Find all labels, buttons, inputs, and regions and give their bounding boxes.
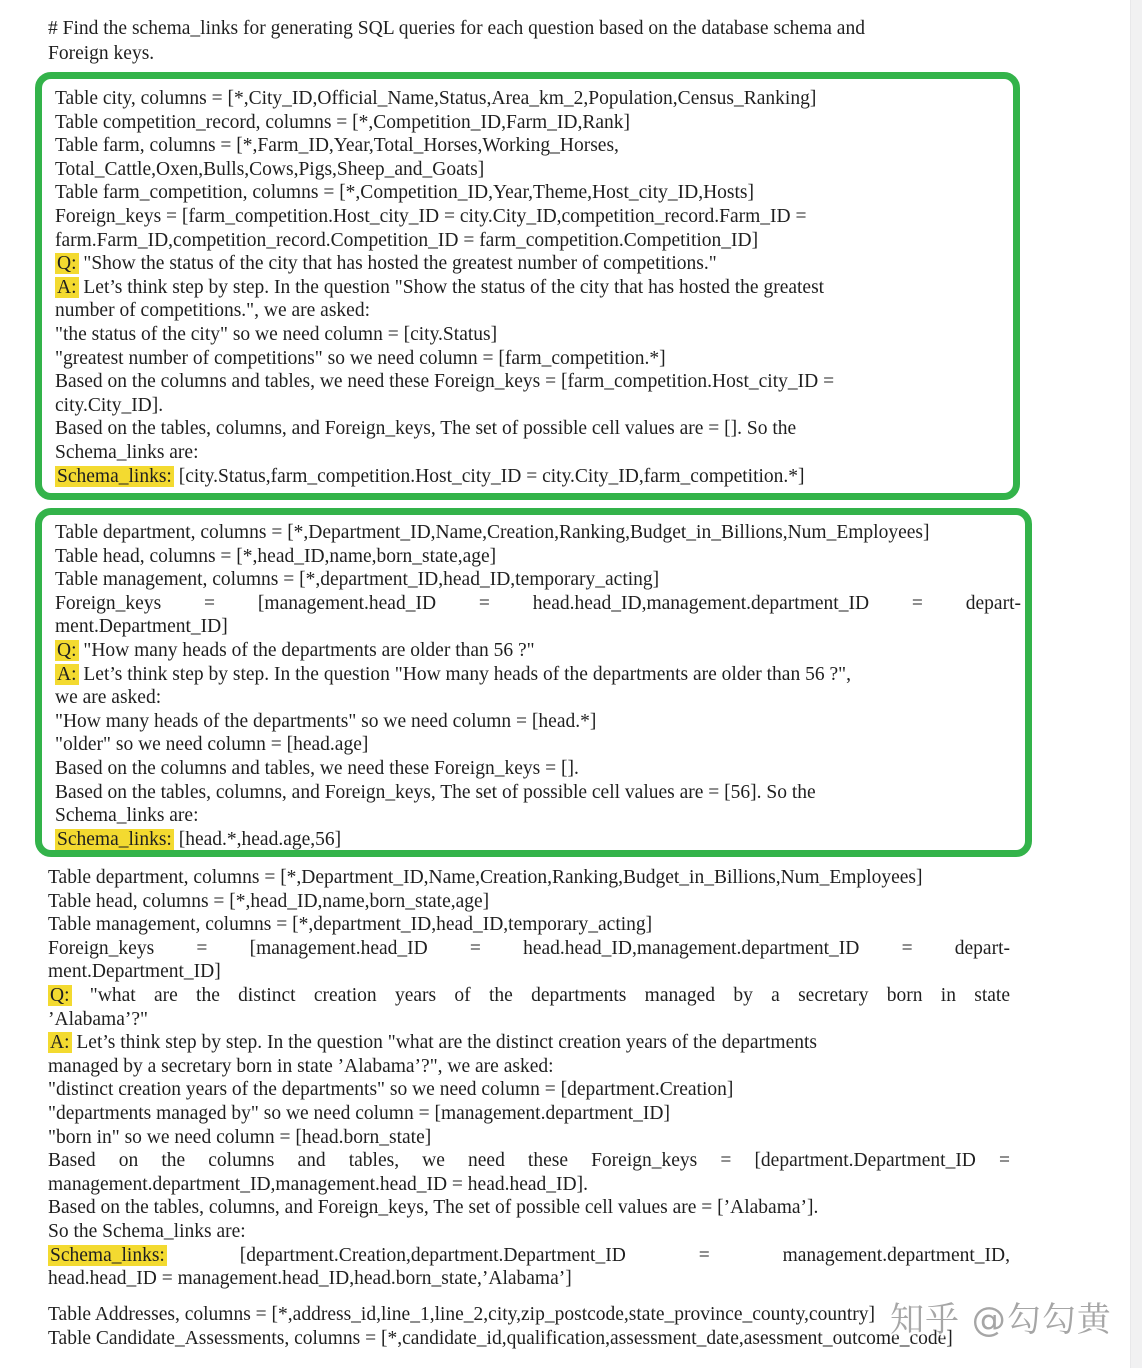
text-line <box>55 370 1009 394</box>
highlight-label: Schema_links: <box>57 465 172 487</box>
text-segment: Table department, columns = [*,Department_ID,Name,Creation,Ranking,Budget_in_Billions,Num_Employees] <box>48 867 923 888</box>
text-line <box>55 417 1009 441</box>
text-segment: Let’s think step by step. In the question "Show the status of the city that has hosted the greatest <box>78 276 825 298</box>
text-segment: Based on the columns and tables, we need these Foreign_keys = []. <box>55 757 579 779</box>
text-segment: Table management, columns = [*,department_ID,head_ID,temporary_acting] <box>55 569 660 591</box>
text-segment: Table city, columns = [*,City_ID,Official_Name,Status,Area_km_2,Population,Census_Ranking] <box>55 88 817 109</box>
highlight-label: Q: <box>50 984 70 1006</box>
text-line <box>55 252 1009 276</box>
text-line <box>55 710 1021 734</box>
text-segment: number of competitions.", we are asked: <box>55 300 370 322</box>
text-line <box>48 937 1010 961</box>
text-line <box>55 545 1021 569</box>
text-line <box>48 1173 1010 1197</box>
watermark: 知乎 @勾勾黄 <box>890 1300 1112 1340</box>
highlight-label: A: <box>50 1032 70 1054</box>
text-segment: Table Addresses, columns = [*,address_id,line_1,line_2,city,zip_postcode,state_province_county,country] <box>48 1304 875 1325</box>
highlight-label: A: <box>57 276 77 298</box>
highlight-label: A: <box>57 663 77 685</box>
highlight-label: Q: <box>57 253 77 275</box>
text-segment: Schema_links are: <box>55 441 199 463</box>
text-segment: Foreign_keys = [management.head_ID = head.head_ID,management.department_ID = depart- <box>55 592 1021 614</box>
text-line <box>55 205 1009 229</box>
text-line <box>55 615 1021 639</box>
text-line <box>48 1008 1010 1032</box>
text-line <box>48 1102 1010 1126</box>
text-segment: So the Schema_links are: <box>48 1220 246 1242</box>
text-segment: Table head, columns = [*,head_ID,name,born_state,age] <box>48 890 490 912</box>
text-segment: Table Candidate_Assessments, columns = [*,candidate_id,qualification,assessment_date,asessment_outcome_code] <box>48 1327 953 1349</box>
text-line <box>55 111 1009 135</box>
text-segment: head.head_ID = management.head_ID,head.born_state,’Alabama’] <box>48 1268 572 1290</box>
text-line <box>55 394 1009 418</box>
text-segment: [department.Creation,department.Department_ID = management.department_ID, <box>166 1244 1010 1266</box>
text-segment: Foreign_keys = [farm_competition.Host_city_ID = city.City_ID,competition_record.Farm_ID = <box>55 205 807 227</box>
text-segment: [city.Status,farm_competition.Host_city_ID = city.City_ID,farm_competition.*] <box>173 465 805 487</box>
text-line <box>55 181 1009 205</box>
text-segment: Table farm_competition, columns = [*,Competition_ID,Year,Theme,Host_city_ID,Hosts] <box>55 182 755 204</box>
text-line <box>55 521 1021 545</box>
prompt-header: # Find the schema_links for generating SQL queries for each question based on the database schema and Foreign keys. <box>48 18 865 64</box>
example-box-department <box>35 508 1032 857</box>
text-segment: city.City_ID]. <box>55 394 164 416</box>
text-segment: Foreign_keys = [management.head_ID = head.head_ID,management.department_ID = depart- <box>48 937 1010 959</box>
text-line <box>55 465 1009 489</box>
text-line <box>48 890 1010 914</box>
highlight-label: Q: <box>57 639 77 661</box>
text-line <box>55 347 1009 371</box>
text-line <box>55 229 1009 253</box>
text-segment: managed by a secretary born in state ’Alabama’?", we are asked: <box>48 1055 554 1077</box>
text-line <box>48 1196 1010 1220</box>
example-box-farm-competition <box>35 72 1020 500</box>
text-segment: "Show the status of the city that has hosted the greatest number of competitions." <box>78 253 717 275</box>
text-segment: Let’s think step by step. In the question "How many heads of the departments are older than 56 ?", <box>78 663 851 685</box>
text-line <box>48 1078 1010 1102</box>
text-line <box>55 663 1021 687</box>
text-segment: farm.Farm_ID,competition_record.Competition_ID = farm_competition.Competition_ID] <box>55 229 759 251</box>
text-line <box>48 984 1010 1008</box>
text-segment: Table department, columns = [*,Department_ID,Name,Creation,Ranking,Budget_in_Billions,Num_Employees] <box>55 522 930 543</box>
text-line <box>55 639 1021 663</box>
text-segment: "what are the distinct creation years of the departments managed by a secretary born in state <box>71 984 1010 1006</box>
text-segment: [head.*,head.age,56] <box>173 828 342 850</box>
text-line <box>48 866 1010 890</box>
text-line <box>55 733 1021 757</box>
text-line <box>48 1267 1010 1291</box>
text-line <box>55 276 1009 300</box>
text-segment: Based on the tables, columns, and Foreign_keys, The set of possible cell values are = [56]. So the <box>55 781 816 803</box>
text-segment: "older" so we need column = [head.age] <box>55 734 369 756</box>
text-line <box>55 828 1021 852</box>
text-segment: "departments managed by" so we need column = [management.department_ID] <box>48 1102 671 1124</box>
text-line <box>55 87 1009 111</box>
text-line <box>55 323 1009 347</box>
text-segment: "How many heads of the departments" so we need column = [head.*] <box>55 710 597 732</box>
text-segment: Based on the columns and tables, we need these Foreign_keys = [farm_competition.Host_city_ID = <box>55 371 835 393</box>
text-line <box>55 568 1021 592</box>
text-segment: "How many heads of the departments are older than 56 ?" <box>78 639 535 661</box>
text-segment: Table competition_record, columns = [*,Competition_ID,Farm_ID,Rank] <box>55 111 631 133</box>
text-segment: Table head, columns = [*,head_ID,name,born_state,age] <box>55 545 497 567</box>
text-line <box>48 913 1010 937</box>
text-segment: Schema_links are: <box>55 805 199 827</box>
text-segment: "the status of the city" so we need column = [city.Status] <box>55 323 498 345</box>
text-segment: Based on the tables, columns, and Foreign_keys, The set of possible cell values are = []. So the <box>55 418 797 440</box>
text-line <box>48 1126 1010 1150</box>
example-department-unboxed-section <box>48 866 1010 1291</box>
text-line <box>55 158 1009 182</box>
text-line <box>55 441 1009 465</box>
text-segment: we are asked: <box>55 687 162 709</box>
text-segment: Table management, columns = [*,department_ID,head_ID,temporary_acting] <box>48 914 653 936</box>
text-line <box>55 592 1021 616</box>
text-line <box>55 757 1021 781</box>
text-segment: management.department_ID,management.head_ID = head.head_ID]. <box>48 1173 588 1195</box>
text-line <box>48 1055 1010 1079</box>
text-segment: "born in" so we need column = [head.born_state] <box>48 1126 432 1148</box>
text-line <box>48 1220 1010 1244</box>
scrollbar[interactable] <box>1130 0 1142 1368</box>
text-line <box>48 1031 1010 1055</box>
text-line <box>48 1149 1010 1173</box>
text-segment: Based on the tables, columns, and Foreign_keys, The set of possible cell values are = [’Alabama’]. <box>48 1197 819 1219</box>
text-segment: Let’s think step by step. In the question "what are the distinct creation years of the departments <box>71 1032 818 1054</box>
text-segment: ’Alabama’?" <box>48 1008 148 1030</box>
text-segment: Total_Cattle,Oxen,Bulls,Cows,Pigs,Sheep_and_Goats] <box>55 158 485 180</box>
text-line <box>48 1244 1010 1268</box>
text-segment: Table farm, columns = [*,Farm_ID,Year,Total_Horses,Working_Horses, <box>55 135 619 157</box>
highlight-label: Schema_links: <box>57 828 172 850</box>
text-segment: Based on the columns and tables, we need these Foreign_keys = [department.Department_ID = <box>48 1150 1010 1172</box>
text-segment: ment.Department_ID] <box>48 961 221 983</box>
text-segment: "distinct creation years of the departments" so we need column = [department.Creation] <box>48 1079 734 1101</box>
text-line <box>55 781 1021 805</box>
text-segment: ment.Department_ID] <box>55 616 228 638</box>
text-segment: "greatest number of competitions" so we need column = [farm_competition.*] <box>55 347 666 369</box>
highlight-label: Schema_links: <box>50 1244 165 1266</box>
text-line <box>55 686 1021 710</box>
text-line <box>55 804 1021 828</box>
text-line <box>55 299 1009 323</box>
text-line <box>55 134 1009 158</box>
text-line <box>48 960 1010 984</box>
